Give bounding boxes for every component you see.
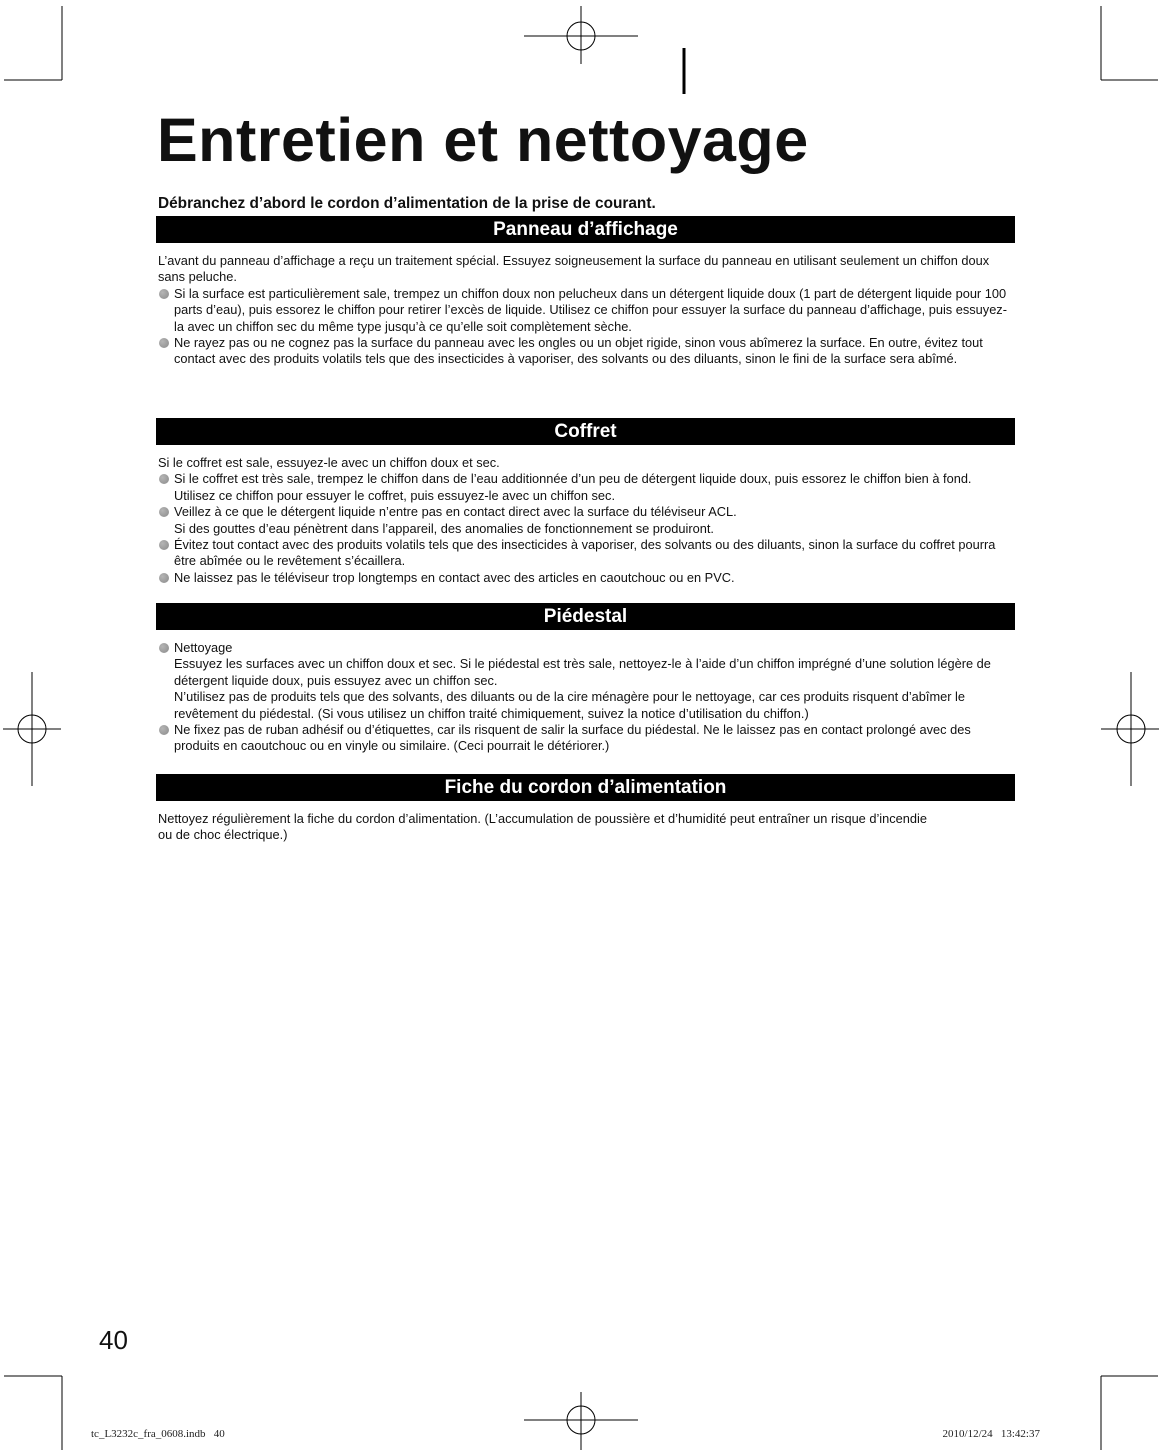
list-item: Ne rayez pas ou ne cognez pas la surface du panneau avec les ongles ou un objet rigide, sinon vous abîmerez la surface. En outre, évitez tout contact avec des produits volatils tels que des insecticides à vaporiser, des solvants ou des diluants, sinon le fini de la surface sera abîmé.: [158, 335, 1015, 368]
bullet-icon: [159, 289, 169, 299]
footer-timestamp: 2010/12/24 13:42:37: [942, 1428, 1040, 1440]
bullet-icon: [159, 725, 169, 735]
section-paragraph: L’avant du panneau d’affichage a reçu un traitement spécial. Essuyez soigneusement la surface du panneau en utilisant seulement un chiffon doux sans peluche.: [158, 253, 990, 285]
list-item: Évitez tout contact avec des produits volatils tels que des insecticides à vaporiser, des solvants ou des diluants, sinon la surface du coffret pourra être abîmée ou le revêtement s’écaillera.: [158, 537, 1015, 570]
list-item: Ne fixez pas de ruban adhésif ou d’étiquettes, car ils risquent de salir la surface du piédestal. Ne le laissez pas en contact prolongé avec des produits en caoutchouc ou en vinyle ou similaire. (Ceci pourrait le détériorer.): [158, 722, 1015, 755]
page-number: 40: [99, 1325, 128, 1355]
section-power-plug: [156, 774, 1015, 844]
section-heading: Panneau d’affichage: [156, 216, 1015, 243]
bullet-icon: [159, 540, 169, 550]
intro-warning: Débranchez d’abord le cordon d’alimentation de la prise de courant.: [158, 195, 656, 212]
bullet-icon: [159, 338, 169, 348]
section-display-panel: [156, 216, 1015, 368]
bullet-icon: [159, 643, 169, 653]
bullet-icon: [159, 474, 169, 484]
section-heading: Fiche du cordon d’alimentation: [156, 774, 1015, 801]
list-item: Nettoyage Essuyez les surfaces avec un chiffon doux et sec. Si le piédestal est très sale, nettoyez-le à l’aide d’un chiffon imprégné d’une solution légère de détergent liquide doux, puis essuyez avec un chiffon sec. N’utilisez pas de produits tels que des solvants, des diluants ou de la cire ménagère pour le nettoyage, car ces produits risquent d’abîmer le revêtement du piédestal. (Si vous utilisez un chiffon traité chimiquement, suivez la notice d’utilisation du chiffon.): [158, 640, 1015, 722]
list-item: Si la surface est particulièrement sale, trempez un chiffon doux non pelucheux dans un détergent liquide doux (1 part de détergent liquide pour 100 parts d’eau), puis essorez le chiffon pour retirer l’excès de liquide. Utilisez ce chiffon pour essuyer la surface du panneau d’affichage, puis essuyez-la avec un chiffon sec du même type jusqu’à ce qu’elle soit complètement sèche.: [158, 286, 1015, 335]
section-paragraph: Si le coffret est sale, essuyez-le avec un chiffon doux et sec.: [158, 455, 500, 470]
section-heading: Piédestal: [156, 603, 1015, 630]
page-title: Entretien et nettoyage: [157, 106, 809, 174]
list-item: Si le coffret est très sale, trempez le chiffon dans de l’eau additionnée d’un peu de détergent liquide doux, puis essorez le chiffon bien à fond. Utilisez ce chiffon pour essuyer le coffret, puis essuyez-le avec un chiffon sec.: [158, 471, 1015, 504]
list-item: Ne laissez pas le téléviseur trop longtemps en contact avec des articles en caoutchouc ou en PVC.: [158, 570, 1015, 586]
section-heading: Coffret: [156, 418, 1015, 445]
bullet-icon: [159, 573, 169, 583]
footer-file-name: tc_L3232c_fra_0608.indb 40: [91, 1428, 225, 1440]
section-pedestal: [156, 603, 1015, 755]
list-item: Veillez à ce que le détergent liquide n’entre pas en contact direct avec la surface du téléviseur ACL. Si des gouttes d’eau pénètrent dans l’appareil, des anomalies de fonctionnement se produiront.: [158, 504, 1015, 537]
section-paragraph: Nettoyez régulièrement la fiche du cordon d’alimentation. (L’accumulation de poussière et d’humidité peut entraîner un risque d’incendie ou de choc électrique.): [158, 811, 927, 843]
section-cabinet: [156, 418, 1015, 586]
bullet-icon: [159, 507, 169, 517]
